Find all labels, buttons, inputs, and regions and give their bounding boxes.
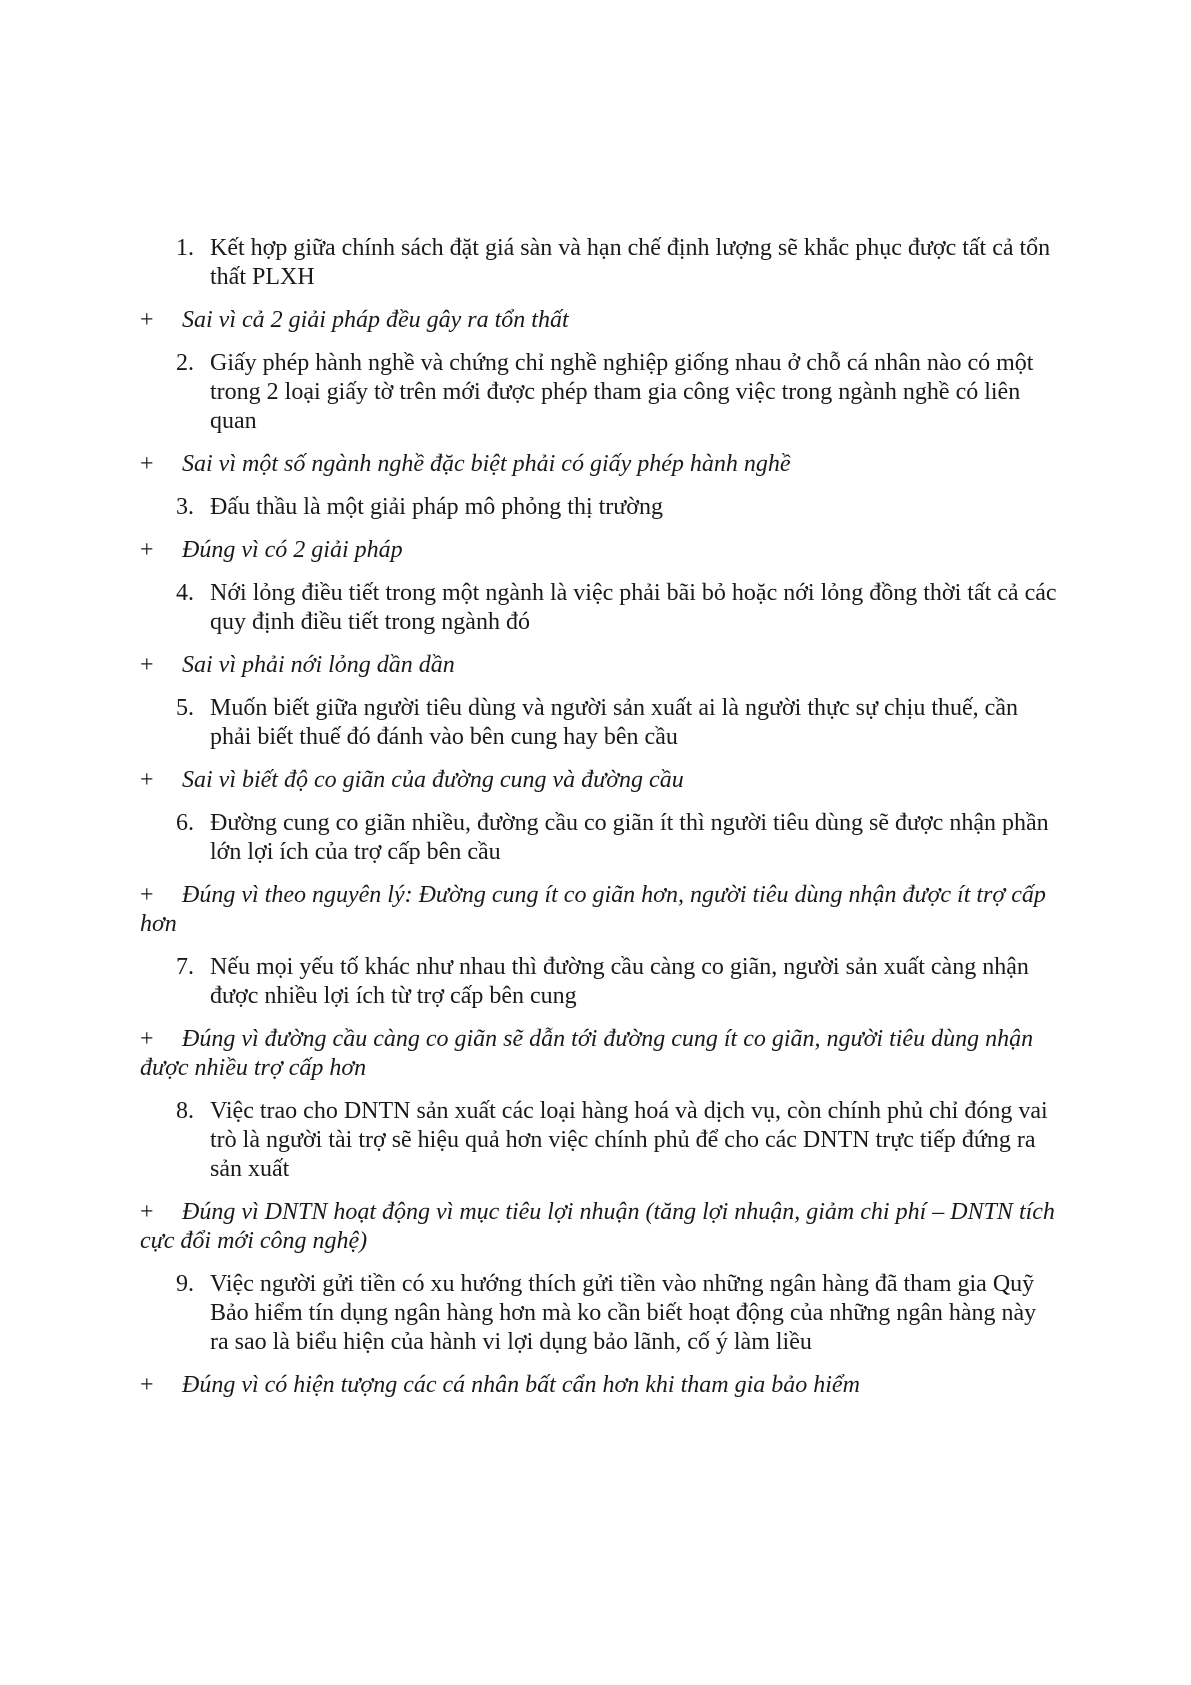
question-text: Giấy phép hành nghề và chứng chỉ nghề nghiệp giống nhau ở chỗ cá nhân nào có một trong 2 loại giấy tờ trên mới được phép tham gia công việc trong ngành nghề có liên quan [210,350,1034,434]
question-number: 3. [176,494,194,520]
answer-2 [140,450,1060,479]
question-number: 9. [176,1271,194,1297]
question-8 [140,1097,1060,1184]
answer-marker: + [140,1199,154,1225]
answer-text: Đúng vì có 2 giải pháp [182,537,403,563]
answer-text: Sai vì một số ngành nghề đặc biệt phải có giấy phép hành nghề [182,451,791,477]
question-7 [140,953,1060,1011]
question-text: Việc trao cho DNTN sản xuất các loại hàng hoá và dịch vụ, còn chính phủ chỉ đóng vai trò là người tài trợ sẽ hiệu quả hơn việc chính phủ để cho các DNTN trực tiếp đứng ra sản xuất [210,1098,1048,1182]
question-9 [140,1270,1060,1357]
question-6 [140,809,1060,867]
question-5 [140,694,1060,752]
answer-marker: + [140,451,154,477]
answer-marker: + [140,1372,154,1398]
answer-9 [140,1371,1060,1400]
question-number: 5. [176,695,194,721]
answer-6 [140,881,1060,939]
answer-7 [140,1025,1060,1083]
question-2 [140,349,1060,436]
question-text: Việc người gửi tiền có xu hướng thích gửi tiền vào những ngân hàng đã tham gia Quỹ Bảo hiểm tín dụng ngân hàng hơn mà ko cần biết hoạt động của những ngân hàng này ra sao là biểu hiện của hành vi lợi dụng bảo lãnh, cố ý làm liều [210,1271,1037,1355]
answer-text: Đúng vì DNTN hoạt động vì mục tiêu lợi nhuận (tăng lợi nhuận, giảm chi phí – DNTN tích cực đổi mới công nghệ) [140,1199,1055,1254]
question-text: Nếu mọi yếu tố khác như nhau thì đường cầu càng co giãn, người sản xuất càng nhận được nhiều lợi ích từ trợ cấp bên cung [210,954,1029,1009]
question-number: 7. [176,954,194,980]
answer-8 [140,1198,1060,1256]
answer-marker: + [140,767,154,793]
answer-text: Đúng vì theo nguyên lý: Đường cung ít co giãn hơn, người tiêu dùng nhận được ít trợ cấp hơn [140,882,1046,937]
question-text: Kết hợp giữa chính sách đặt giá sàn và hạn chế định lượng sẽ khắc phục được tất cả tổn thất PLXH [210,235,1051,290]
answer-5 [140,766,1060,795]
question-text: Nới lỏng điều tiết trong một ngành là việc phải bãi bỏ hoặc nới lỏng đồng thời tất cả các quy định điều tiết trong ngành đó [210,580,1057,635]
question-number: 4. [176,580,194,606]
question-1 [140,234,1060,292]
answer-1 [140,306,1060,335]
answer-text: Sai vì biết độ co giãn của đường cung và đường cầu [182,767,684,793]
question-number: 1. [176,235,194,261]
answer-text: Đúng vì có hiện tượng các cá nhân bất cẩn hơn khi tham gia bảo hiểm [182,1372,860,1398]
answer-marker: + [140,652,154,678]
answer-text: Sai vì phải nới lỏng dần dần [182,652,455,678]
answer-marker: + [140,307,154,333]
question-3 [140,493,1060,522]
question-number: 6. [176,810,194,836]
answer-marker: + [140,537,154,563]
answer-text: Đúng vì đường cầu càng co giãn sẽ dẫn tới đường cung ít co giãn, người tiêu dùng nhận được nhiều trợ cấp hơn [140,1026,1034,1081]
answer-3 [140,536,1060,565]
qa-list [140,234,1060,1414]
question-text: Muốn biết giữa người tiêu dùng và người sản xuất ai là người thực sự chịu thuế, cần phải biết thuế đó đánh vào bên cung hay bên cầu [210,695,1018,750]
question-text: Đấu thầu là một giải pháp mô phỏng thị trường [210,494,663,520]
question-number: 2. [176,350,194,376]
question-text: Đường cung co giãn nhiều, đường cầu co giãn ít thì người tiêu dùng sẽ được nhận phần lớn lợi ích của trợ cấp bên cầu [210,810,1049,865]
answer-4 [140,651,1060,680]
question-4 [140,579,1060,637]
question-number: 8. [176,1098,194,1124]
answer-text: Sai vì cả 2 giải pháp đều gây ra tổn thất [182,307,569,333]
answer-marker: + [140,882,154,908]
answer-marker: + [140,1026,154,1052]
